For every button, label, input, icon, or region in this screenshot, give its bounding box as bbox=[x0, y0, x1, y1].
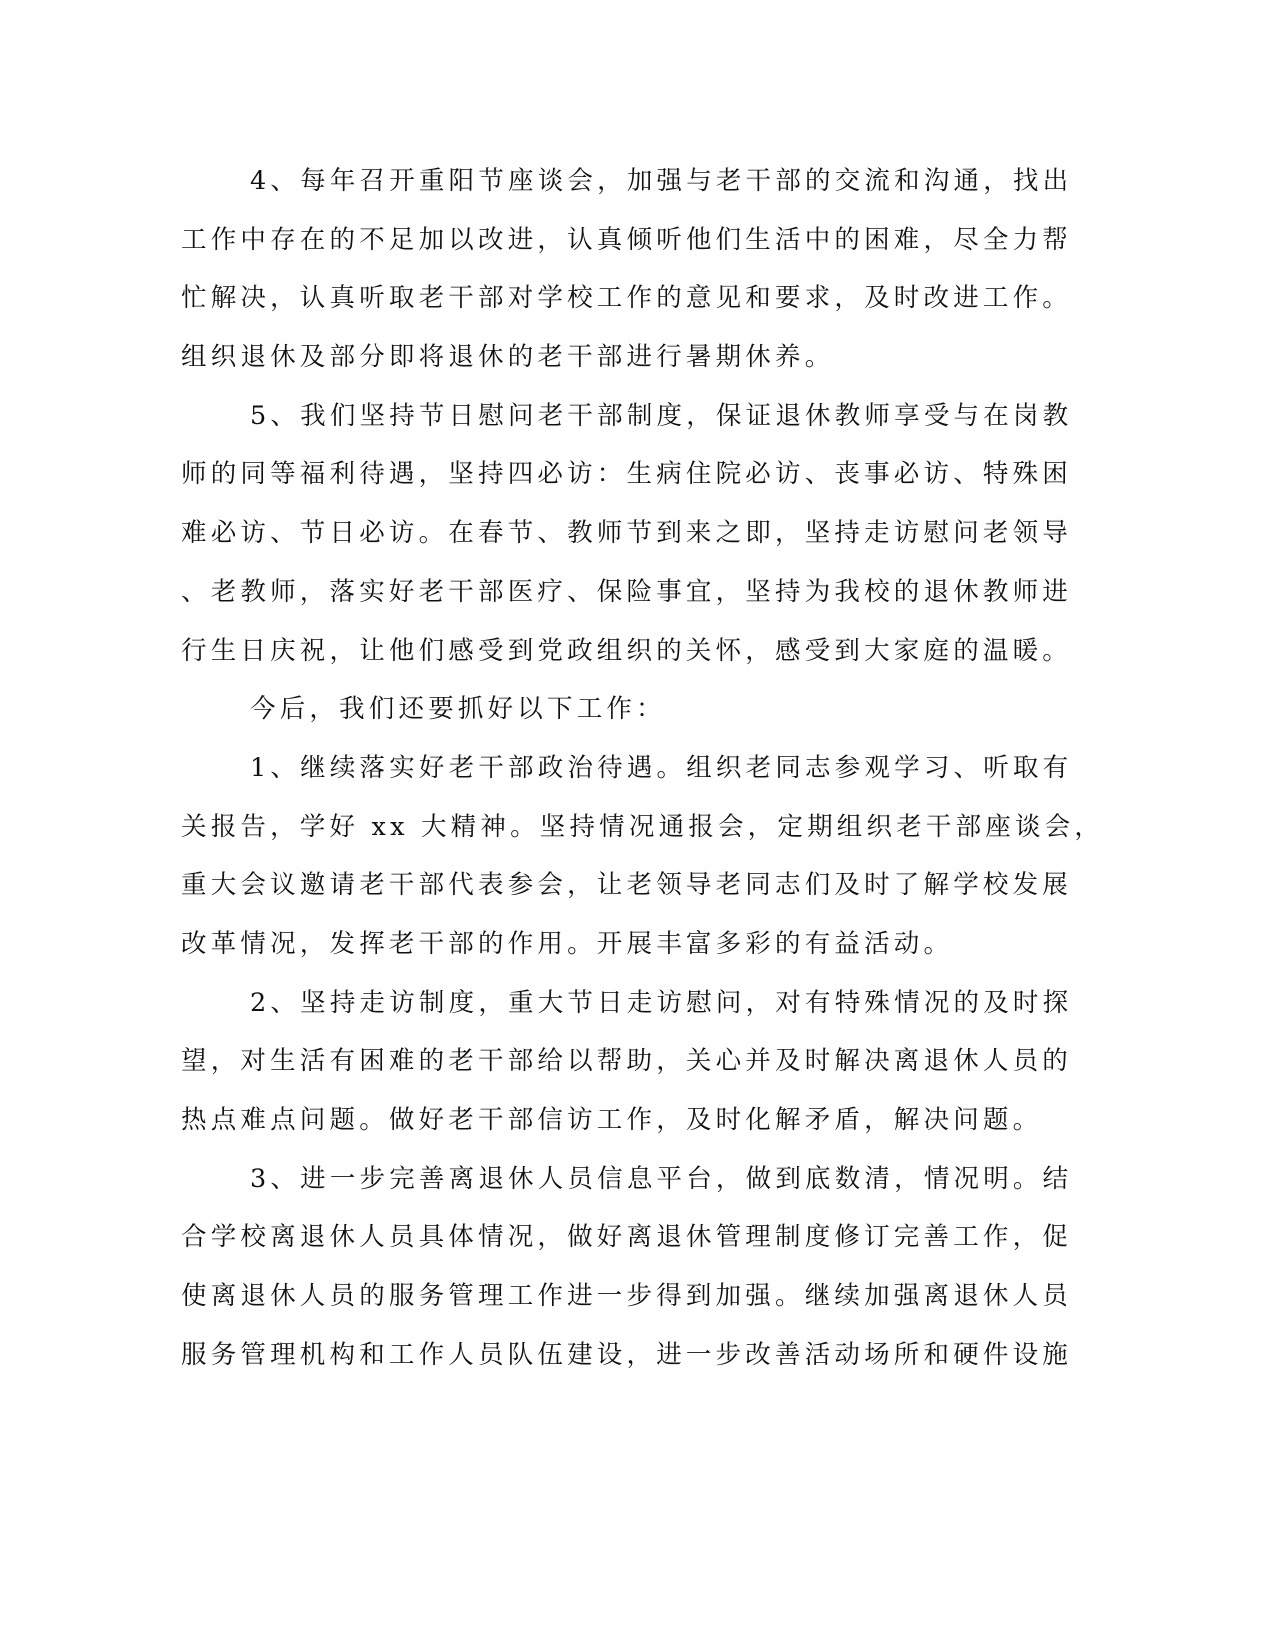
item-1-line-1: 1、继续落实好老干部政治待遇。组织老同志参观学习、听取有 bbox=[250, 752, 1073, 783]
item-1-line-3: 重大会议邀请老干部代表参会，让老领导老同志们及时了解学校发展 bbox=[181, 870, 1073, 901]
item-3-line-4: 服务管理机构和工作人员队伍建设，进一步改善活动场所和硬件设施 bbox=[181, 1339, 1073, 1370]
paragraph-4-line-1: 4、每年召开重阳节座谈会，加强与老干部的交流和沟通，找出 bbox=[250, 166, 1073, 196]
future-work-heading: 今后，我们还要抓好以下工作： bbox=[250, 694, 666, 725]
paragraph-5-line-4: 、老教师，落实好老干部医疗、保险事宜，坚持为我校的退休教师进 bbox=[181, 576, 1073, 607]
item-3-line-2: 合学校离退休人员具体情况，做好离退休管理制度修订完善工作，促 bbox=[181, 1222, 1073, 1253]
paragraph-4-line-3: 忙解决，认真听取老干部对学校工作的意见和要求，及时改进工作。 bbox=[181, 283, 1073, 314]
item-1-line-4: 改革情况，发挥老干部的作用。开展丰富多彩的有益活动。 bbox=[181, 928, 954, 959]
item-1-line-2: 关报告，学好 xx 大精神。坚持情况通报会，定期组织老干部座谈会， bbox=[181, 811, 1105, 842]
paragraph-4-line-4: 组织退休及部分即将退休的老干部进行暑期休养。 bbox=[181, 342, 835, 373]
item-3-line-3: 使离退休人员的服务管理工作进一步得到加强。继续加强离退休人员 bbox=[181, 1281, 1073, 1312]
paragraph-4-line-2: 工作中存在的不足加以改进，认真倾听他们生活中的困难，尽全力帮 bbox=[181, 224, 1073, 255]
item-2-line-2: 望，对生活有困难的老干部给以帮助，关心并及时解决离退休人员的 bbox=[181, 1046, 1073, 1077]
item-2-line-3: 热点难点问题。做好老干部信访工作，及时化解矛盾，解决问题。 bbox=[181, 1105, 1043, 1135]
item-2-line-1: 2、坚持走访制度，重大节日走访慰问，对有特殊情况的及时探 bbox=[250, 987, 1073, 1018]
paragraph-5-line-2: 师的同等福利待遇，坚持四必访：生病住院必访、丧事必访、特殊困 bbox=[181, 459, 1073, 490]
document-body bbox=[181, 152, 1105, 1384]
item-3-line-1: 3、进一步完善离退休人员信息平台，做到底数清，情况明。结 bbox=[250, 1163, 1073, 1194]
paragraph-5-line-5: 行生日庆祝，让他们感受到党政组织的关怀，感受到大家庭的温暖。 bbox=[181, 635, 1073, 666]
paragraph-5-line-1: 5、我们坚持节日慰问老干部制度，保证退休教师享受与在岗教 bbox=[250, 400, 1073, 431]
paragraph-5-line-3: 难必访、节日必访。在春节、教师节到来之即，坚持走访慰问老领导 bbox=[181, 518, 1073, 549]
